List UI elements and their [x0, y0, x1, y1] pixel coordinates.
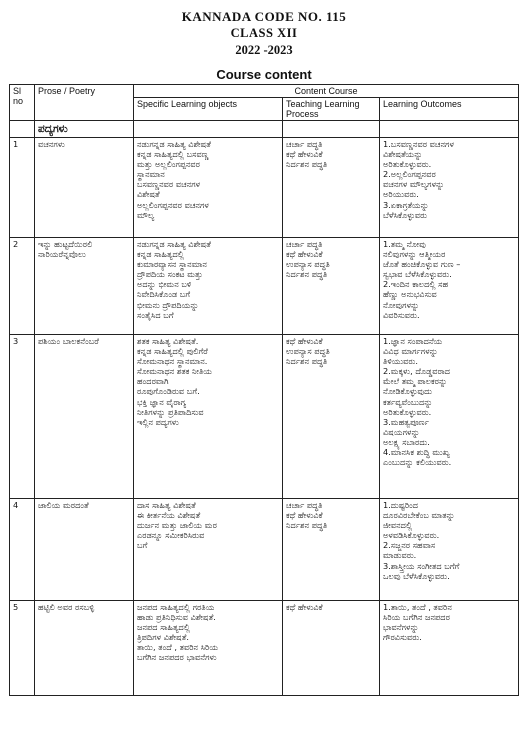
row-learning-outcome-line: ಬೆಳೆಸಿಕೊಳ್ಳುವರು — [383, 209, 428, 220]
row-teaching-process-line: ನಿರ್ದಶನ ಪದ್ಧತಿ — [286, 269, 328, 280]
class-heading: CLASS XII — [230, 26, 298, 40]
row-title: ಇನ್ನು ಹುಟ್ಟದೆಯಿರಲಿ ನಾರಿಯರೆನ್ನವೊಲು — [35, 238, 134, 335]
row-learning-object-line: ಶತಕ ಸಾಹಿತ್ಯ ವಿಶೇಷತೆ. — [137, 336, 199, 346]
row-learning-object-line: ಜನಪದ ಸಾಹಿತ್ಯದಲ್ಲಿ — [137, 622, 191, 633]
row-learning-object-line: ಬಸವಣ್ಣನವರ ವಚನಗಳ — [137, 179, 201, 190]
row-learning-outcome-line: ಜೊತೆ ಹಂಚಿಕೊಳ್ಳುವ ಗುಣ – — [383, 259, 461, 270]
row-learning-outcome-line: ವಿಶೇಷತೆಯನ್ನು — [383, 149, 423, 160]
table-row — [10, 238, 519, 335]
row-learning-outcome-line: ಎಂಬುದನ್ನು ಕಲಿಯುವರು. — [383, 457, 452, 468]
row-teaching-process-line: ಚರ್ಚಾ ಪದ್ಧತಿ — [286, 239, 323, 249]
row-learning-outcome-line: ತಿಳಿಯುವರು. — [383, 356, 418, 367]
section-empty-cell — [380, 121, 519, 138]
row-teaching-process-line: ಕಥೆ ಹೇಳುವಿಕೆ — [286, 602, 323, 612]
row-learning-object-line: ಕನ್ನಡ ಸಾಹಿತ್ಯದಲ್ಲಿ ಬಸವಣ್ಣ — [137, 149, 209, 160]
table-row — [10, 335, 519, 499]
section-empty-cell — [283, 121, 380, 138]
row-learning-outcome-cell — [380, 138, 519, 238]
row-teaching-process-cell — [283, 335, 380, 499]
row-teaching-process-line: ಕಥೆ ಹೇಳುವಿಕೆ — [286, 336, 323, 346]
row-learning-outcome-line: ಕರ್ತವ್ಯವೆಂಬುದನ್ನು — [383, 396, 433, 407]
header-prose-poetry: Prose / Poetry — [35, 85, 134, 121]
row-teaching-process-line: ನಿರ್ದಶನ ಪದ್ಧತಿ — [286, 159, 328, 170]
row-learning-outcome-line: 1.ತಮ್ಮ ನೋವು — [383, 239, 426, 249]
row-learning-outcome-line: ಸ್ವಭಾವ ಬೆಳೆಸಿಕೊಳ್ಳುವರು. — [383, 269, 452, 280]
row-learning-outcome-line: 1.ತಾಯಿ, ತಂದೆ , ತವರಿನ — [383, 602, 452, 612]
row-learning-outcome-line: 1.ಜ್ಞಾನ ಸಂಪಾದನೆಯ — [383, 336, 443, 346]
row-title: ಜಾಲಿಯ ಮರದಂತೆ — [35, 499, 134, 601]
row-sl-no: 4 — [10, 499, 35, 601]
row-learning-outcome-line: ವಚನಗಳ ಮೌಲ್ಯಗಳನ್ನು — [383, 179, 445, 190]
row-learning-outcome-line: ಭಾವನೆಗಳನ್ನು — [383, 622, 419, 633]
table-row — [10, 601, 519, 696]
row-learning-object-line: ಕನ್ನಡ ಸಾಹಿತ್ಯದಲ್ಲಿ — [137, 249, 184, 260]
row-learning-outcome-line: 2.ಮಕ್ಕಳು, ದೊಡ್ಡವರಾದ — [383, 366, 451, 377]
row-learning-object-line: ಕನ್ನಡ ಸಾಹಿತ್ಯದಲ್ಲಿ ಪುಲಿಗೆರೆ — [137, 346, 208, 357]
row-learning-object-line: ಕುಮಾರವ್ಯಾಸನ ಸ್ಥಾನಮಾನ — [137, 259, 207, 270]
row-learning-object-line: ಇಲ್ಲಿನ ಪದ್ಯಗಳು — [137, 416, 179, 427]
row-learning-object-line: ಅಲ್ಲಲಿಂಗಪ್ಪನವರ ವಚನಗಳ — [137, 199, 209, 210]
row-learning-outcome-line: ಅರಿಯುವರು. — [383, 189, 419, 200]
subject-code-heading: KANNADA CODE NO. 115 — [181, 9, 347, 24]
row-learning-object-line: ಹಂದರವಾಗಿ — [137, 376, 169, 387]
row-teaching-process-line: ನಿರ್ದಶನ ಪದ್ಧತಿ — [286, 356, 328, 367]
row-learning-object-line: ಜನಪದ ಸಾಹಿತ್ಯದಲ್ಲಿ ಗರತಿಯ — [137, 602, 215, 612]
row-learning-outcome-line: ನಲಿವುಗಳನ್ನು ಆತ್ಮೀಯರ — [383, 249, 446, 260]
row-learning-object-line: ಭೀಮನು ದ್ರೌಪದಿಯನ್ನು — [137, 299, 199, 310]
header-row-1 — [10, 85, 519, 98]
row-teaching-process-line: ಚರ್ಚಾ ಪದ್ಧತಿ — [286, 139, 323, 149]
row-teaching-process-cell — [283, 138, 380, 238]
row-learning-outcome-line: 1.ದುಷ್ಟರಿಂದ — [383, 500, 419, 510]
row-learning-object-line: ಅದನ್ನು ಭೀಮನ ಬಳಿ — [137, 279, 192, 290]
row-learning-object-line: ನೀತಿಗಳನ್ನು ಪ್ರತಿಪಾದಿಸುವ — [137, 406, 204, 417]
header-sl-no: Sl no — [10, 85, 35, 121]
row-learning-object-line: ಮತ್ತು ಅಲ್ಲಲಿಂಗಪ್ಪನವರ — [137, 159, 200, 170]
section-title: ಪದ್ಯಗಳು — [35, 121, 134, 138]
row-learning-outcome-line: ವಿವರಿಸುವರು. — [383, 309, 420, 320]
row-learning-object-line: ಹಾಡು ಪ್ರತಿನಿಧಿಸುವ ವಿಶೇಷತೆ. — [137, 612, 216, 623]
row-teaching-process-line: ಉಪನ್ಯಾಸ ಪದ್ಧತಿ — [286, 346, 330, 357]
row-teaching-process-line: ಕಥೆ ಹೇಳುವಿಕೆ — [286, 149, 323, 160]
header-teaching-learning-process: Teaching Learning Process — [283, 98, 380, 121]
row-learning-object-line: ನಡುಗನ್ನಡ ಸಾಹಿತ್ಯ ವಿಶೇಷತೆ — [137, 239, 211, 249]
row-learning-outcome-line: ಗೌರವಿಸುವರು. — [383, 632, 422, 643]
row-teaching-process-line: ಉಪನ್ಯಾಸ ಪದ್ಧತಿ — [286, 259, 330, 270]
row-learning-outcome-line: ನೋಡಿಕೊಳ್ಳುವುದು — [383, 386, 432, 397]
course-content-title: Course content — [216, 67, 312, 82]
row-learning-outcome-cell — [380, 601, 519, 696]
row-learning-outcome-line: 1.ಬಸವಣ್ಣನವರ ವಚನಗಳ — [383, 139, 454, 149]
row-sl-no: 5 — [10, 601, 35, 696]
row-learning-outcome-line: ಜೀವನದಲ್ಲಿ — [383, 520, 413, 531]
table-row — [10, 138, 519, 238]
row-learning-object-cell — [134, 601, 283, 696]
row-learning-object-line: ರೂಪುಗೊಂಡಿರುವ ಬಗೆ. — [137, 386, 200, 397]
row-learning-object-line: ನಡುಗನ್ನಡ ಸಾಹಿತ್ಯ ವಿಶೇಷತೆ — [137, 139, 211, 149]
row-teaching-process-line: ಕಥೆ ಹೇಳುವಿಕೆ — [286, 510, 323, 521]
row-learning-object-cell — [134, 335, 283, 499]
row-learning-outcome-line: 2.ಸಜ್ಜನರ ಸಹವಾಸ — [383, 540, 436, 551]
row-learning-outcome-line: ಅಲಕ್ಷ್ಯ ಸಬಾರದು. — [383, 436, 430, 447]
row-learning-object-line: ಸೋಮನಾಥನ ಸ್ಥಾನಮಾನ. — [137, 356, 208, 367]
row-learning-object-line: ಸ್ಥಾನಮಾನ — [137, 169, 165, 180]
row-learning-outcome-line: ಅರಿತುಕೊಳ್ಳುವರು. — [383, 406, 432, 417]
row-learning-outcome-line: 3.ಶಾಸ್ತ್ರೀಯ ಸಂಗೀತದ ಬಗೆಗೆ — [383, 560, 460, 571]
row-learning-outcome-line: ಮೇಲೆ ತಮ್ಮ ಪಾಲಕರನ್ನು — [383, 376, 448, 387]
row-learning-object-line: ವಿಶೇಷತೆ — [137, 189, 160, 200]
course-table — [9, 84, 519, 696]
row-learning-object-line: ದಾಸ ಸಾಹಿತ್ಯ ವಿಶೇಷತೆ — [137, 500, 196, 510]
row-title: ಹಟ್ಟಿಲಿ ಅವರ ರಸಬಳ್ಳಿ — [35, 601, 134, 696]
row-learning-object-line: ಈ ಕೀರ್ತನೆಯ ವಿಶೇಷತೆ — [137, 510, 201, 521]
row-learning-object-cell — [134, 499, 283, 601]
header-specific-learning-objects: Specific Learning objects — [134, 98, 283, 121]
row-teaching-process-line: ನಿರ್ದಶನ ಪದ್ಧತಿ — [286, 520, 328, 531]
row-learning-object-line: ಬಗೆ — [137, 540, 148, 551]
row-learning-outcome-cell — [380, 499, 519, 601]
row-learning-outcome-line: ದೂರವಿರಬೇಕೆಂಬ ಮಾತನ್ನು — [383, 510, 455, 521]
row-teaching-process-cell — [283, 499, 380, 601]
row-learning-outcome-cell — [380, 238, 519, 335]
row-learning-object-cell — [134, 238, 283, 335]
row-learning-object-line: ತ್ರಿಪದಿಗಳ ವಿಶೇಷತೆ. — [137, 632, 189, 643]
header-learning-outcomes: Learning Outcomes — [380, 98, 519, 121]
row-learning-object-line: ಬಗೆಗಿನ ಜನಪದರ ಭಾವನೆಗಳು — [137, 652, 217, 663]
row-teaching-process-cell — [283, 601, 380, 696]
row-learning-object-line: ದ್ರೌಪದಿಯ ಸಂಕಟ ಮತ್ತು — [137, 269, 203, 280]
row-learning-object-line: ಭಕ್ತಿ ಜ್ಞಾನ ವೈರಾಗ್ಯ — [137, 396, 187, 407]
row-learning-outcome-line: ನೋವುಗಳನ್ನು — [383, 299, 420, 310]
row-learning-object-cell — [134, 138, 283, 238]
row-learning-object-line: ಎರಡನ್ನೂ ಸಮೀಕರಿಸಿರುವ — [137, 530, 205, 541]
row-learning-outcome-line: 2.ಇಂದಿನ ಕಾಲದಲ್ಲಿ ಸಹ — [383, 279, 449, 290]
row-teaching-process-cell — [283, 238, 380, 335]
row-learning-object-line: ತಾಯಿ, ತಂದೆ , ತವರಿನ ಸಿರಿಯ — [137, 642, 219, 653]
row-learning-outcome-line: ಮಾಡುವರು. — [383, 550, 417, 561]
row-learning-object-line: ಮೌಲ್ಯ — [137, 209, 155, 220]
row-learning-outcome-line: 2.ಅಲ್ಲಲಿಂಗಪ್ಪನವರ — [383, 169, 436, 180]
row-learning-outcome-line: ಒಲವು ಬೆಳೆಸಿಕೊಳ್ಳುವರು. — [383, 570, 450, 581]
row-learning-outcome-line: ಹೆಣ್ಣು ಅನುಭವಿಸುವ — [383, 289, 437, 300]
row-learning-outcome-line: ಅರಿತುಕೊಳ್ಳುವರು. — [383, 159, 432, 170]
row-learning-outcome-line: 3.ಏಕಾಗ್ರತೆಯನ್ನು — [383, 199, 429, 210]
table-row — [10, 499, 519, 601]
section-empty-cell — [10, 121, 35, 138]
row-learning-object-line: ಸೋಮನಾಥನ ಶತಕ ನೀತಿಯ — [137, 366, 213, 377]
year-heading: 2022 -2023 — [235, 43, 293, 57]
row-learning-object-line: ಸಂತೈಸಿದ ಬಗೆ — [137, 309, 174, 320]
row-teaching-process-line: ಚರ್ಚಾ ಪದ್ಧತಿ — [286, 500, 323, 510]
row-learning-outcome-line: ಅಳವಡಿಸಿಕೊಳ್ಳುವರು. — [383, 530, 440, 541]
row-learning-outcome-line: ಸಿರಿಯ ಬಗೆಗಿನ ಜನಪದರ — [383, 612, 450, 623]
row-learning-outcome-line: 3.ಮಹತ್ವಪೂರ್ಣ — [383, 416, 429, 427]
header-content-course: Content Course — [134, 85, 519, 98]
row-title: ವಚನಗಳು — [35, 138, 134, 238]
row-learning-outcome-line: ವಿವಿಧ ಮಾರ್ಗಗಳನ್ನು — [383, 346, 438, 357]
row-sl-no: 3 — [10, 335, 35, 499]
row-learning-outcome-line: ವಿಷಯಗಳನ್ನು — [383, 426, 420, 437]
row-learning-outcome-line: 4.ಮಾನಸಿಕ ಶುದ್ಧಿ ಮುಖ್ಯ — [383, 447, 450, 458]
row-teaching-process-line: ಕಥೆ ಹೇಳುವಿಕೆ — [286, 249, 323, 260]
row-sl-no: 1 — [10, 138, 35, 238]
row-learning-object-line: ನಿವೇದಿಸಿಕೊಂಡ ಬಗೆ — [137, 289, 191, 300]
row-learning-object-line: ದುರ್ಜನ ಮತ್ತು ಜಾಲಿಯ ಮರ — [137, 520, 217, 531]
section-row — [10, 121, 519, 138]
row-learning-outcome-cell — [380, 335, 519, 499]
row-sl-no: 2 — [10, 238, 35, 335]
section-empty-cell — [134, 121, 283, 138]
row-title: ಪಶಿಯಂ ಬಾಲಕನೆಂಬರೆ — [35, 335, 134, 499]
